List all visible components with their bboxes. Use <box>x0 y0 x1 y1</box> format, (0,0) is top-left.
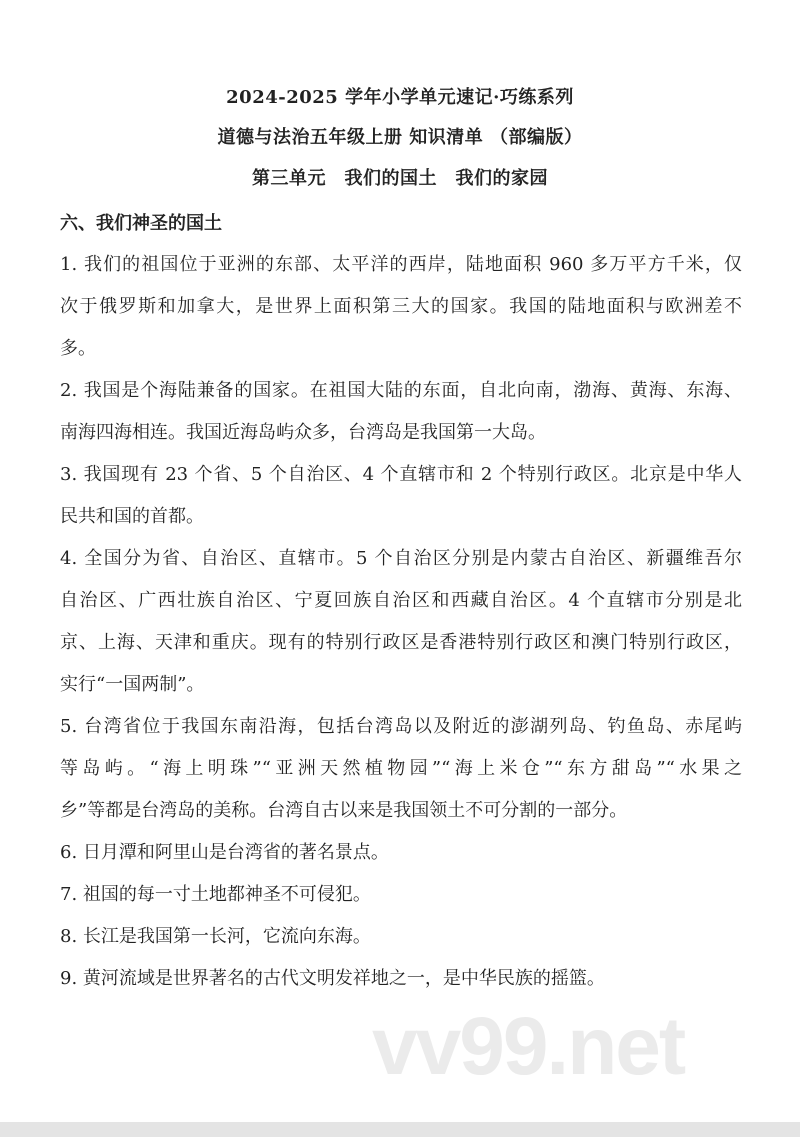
list-item <box>60 714 742 840</box>
list-item <box>60 546 742 714</box>
list-item-line: 京、上海、天津和重庆。现有的特别行政区是香港特别行政区和澳门特别行政区， <box>60 632 742 653</box>
list-item-line: 南海四海相连。我国近海岛屿众多，台湾岛是我国第一大岛。 <box>60 422 546 443</box>
series-title: 2024-2025 学年小学单元速记·巧练系列 <box>226 87 574 108</box>
list-item-line: 等岛屿。“海上明珠”“亚洲天然植物园”“海上米仓”“东方甜岛”“水果之 <box>60 758 742 779</box>
list-item-line: 自治区、广西壮族自治区、宁夏回族自治区和西藏自治区。4 个直辖市分别是北 <box>60 590 742 611</box>
list-item <box>60 462 742 546</box>
viewer-bottom-bar <box>0 1122 800 1137</box>
list-item <box>60 924 742 966</box>
list-item-line: 5. 台湾省位于我国东南沿海，包括台湾岛以及附近的澎湖列岛、钓鱼岛、赤尾屿 <box>60 716 742 737</box>
list-item-line: 民共和国的首都。 <box>60 506 204 527</box>
list-item-line: 4. 全国分为省、自治区、直辖市。5 个自治区分别是内蒙古自治区、新疆维吾尔 <box>60 548 742 569</box>
list-item-line: 1. 我们的祖国位于亚洲的东部、太平洋的西岸，陆地面积 960 多万平方千米，仅 <box>60 254 742 275</box>
section-heading: 六、我们神圣的国土 <box>60 213 222 234</box>
list-item-line: 8. 长江是我国第一长河，它流向东海。 <box>60 926 371 947</box>
list-item <box>60 252 742 378</box>
knowledge-list <box>60 252 742 1008</box>
list-item-line: 乡”等都是台湾岛的美称。台湾自古以来是我国领土不可分割的一部分。 <box>60 800 628 821</box>
list-item-line: 6. 日月潭和阿里山是台湾省的著名景点。 <box>60 842 389 863</box>
list-item-line: 实行“一国两制”。 <box>60 674 205 695</box>
unit-title: 第三单元 我们的国土 我们的家园 <box>252 168 548 189</box>
list-item-line: 多。 <box>60 338 96 359</box>
list-item-line: 7. 祖国的每一寸土地都神圣不可侵犯。 <box>60 884 371 905</box>
list-item-line: 3. 我国现有 23 个省、5 个自治区、4 个直辖市和 2 个特别行政区。北京是中华人 <box>60 464 742 485</box>
list-item-line: 9. 黄河流域是世界著名的古代文明发祥地之一，是中华民族的摇篮。 <box>60 968 605 989</box>
list-item <box>60 882 742 924</box>
watermark: vv99.net <box>372 1001 685 1092</box>
list-item-line: 2. 我国是个海陆兼备的国家。在祖国大陆的东面，自北向南，渤海、黄海、东海、 <box>60 380 742 401</box>
list-item-line: 次于俄罗斯和加拿大，是世界上面积第三大的国家。我国的陆地面积与欧洲差不 <box>60 296 742 317</box>
list-item <box>60 840 742 882</box>
list-item <box>60 378 742 462</box>
document-title: 道德与法治五年级上册 知识清单 （部编版） <box>217 127 583 148</box>
